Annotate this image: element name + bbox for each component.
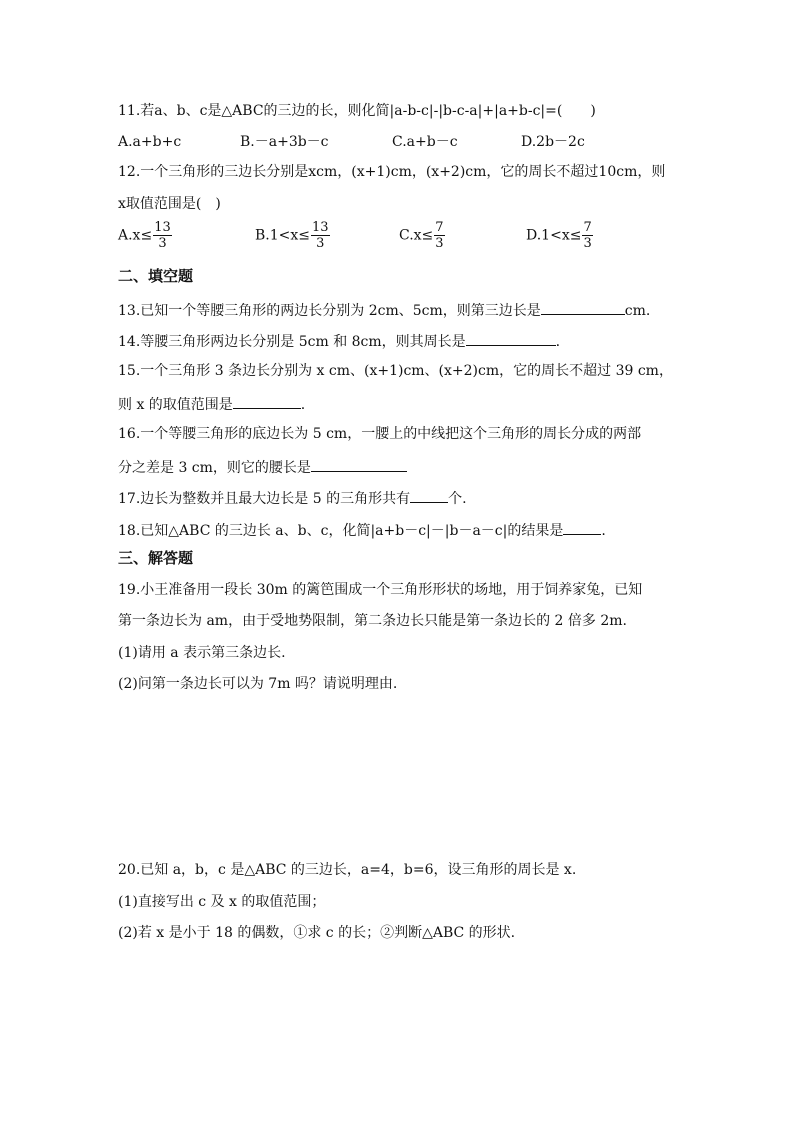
q13-text-end: cm. (624, 303, 651, 319)
q12-option-a (118, 220, 172, 251)
q18-answer-blank (563, 518, 601, 535)
q12-option-b-fraction (311, 220, 330, 251)
q12-option-b (255, 220, 330, 251)
q13-text: 13.已知一个等腰三角形的两边长分别为 2cm、5cm，则第三边长是 (118, 303, 541, 319)
q12-option-c-fraction (434, 220, 444, 251)
q12-option-c-prefix: C.x≤ (399, 227, 434, 244)
q11-option-d: D.2b－2c (521, 134, 585, 150)
question-15-line1: 15.一个三角形 3 条边长分别为 x cm、(x+1)cm、(x+2)cm，它的周长不超过 39 cm， (118, 363, 673, 379)
q15-answer-blank (233, 392, 301, 409)
q16-answer-blank (311, 455, 407, 472)
question-11-options (118, 132, 678, 152)
q11-option-b: B.－a+3b－c (240, 134, 329, 150)
q12-option-d (526, 220, 593, 251)
q18-text-end: . (601, 523, 606, 539)
section-2-heading: 二、填空题 (118, 267, 194, 285)
fraction-denominator: 3 (583, 236, 592, 251)
question-12-line1: 12.一个三角形的三边长分别是xcm，(x+1)cm，(x+2)cm，它的周长不超过10cm，则 (118, 164, 666, 180)
question-12-line2: x取值范围是( ) (118, 196, 221, 212)
q12-option-a-prefix: A.x≤ (118, 227, 153, 244)
q15-text: 则 x 的取值范围是 (118, 397, 233, 413)
q17-answer-blank (410, 486, 448, 503)
q14-answer-blank (466, 329, 556, 346)
fraction-denominator: 3 (316, 236, 325, 251)
question-19-part1: (1)请用 a 表示第三条边长. (118, 645, 286, 661)
q14-text: 14.等腰三角形两边长分别是 5cm 和 8cm，则其周长是 (118, 334, 466, 350)
q16-text: 分之差是 3 cm，则它的腰长是 (118, 460, 311, 476)
q14-text-end: . (555, 334, 561, 350)
q12-option-d-prefix: D.1<x≤ (526, 227, 582, 244)
q11-option-a: A.a+b+c (118, 134, 182, 150)
q13-answer-blank (541, 298, 625, 315)
question-20-part1: (1)直接写出 c 及 x 的取值范围； (118, 894, 326, 910)
question-14 (118, 329, 560, 352)
q12-option-a-fraction (153, 220, 172, 251)
fraction-denominator: 3 (435, 236, 444, 251)
fraction-denominator: 3 (158, 236, 167, 251)
q12-option-d-fraction (582, 220, 592, 251)
question-16-line1: 16.一个等腰三角形的底边长为 5 cm，一腰上的中线把这个三角形的周长分成的两部 (118, 426, 642, 442)
question-19-line2: 第一条边长为 am，由于受地势限制，第二条边长只能是第一条边长的 2 倍多 2m. (118, 613, 627, 629)
question-19-line1: 19.小王准备用一段长 30m 的篱笆围成一个三角形形状的场地，用于饲养家兔，已知 (118, 582, 643, 598)
q15-text-end: . (300, 397, 306, 413)
q12-option-c (399, 220, 445, 251)
section-3-heading: 三、解答题 (118, 549, 194, 567)
fraction-numerator: 13 (154, 220, 171, 235)
q17-text: 17.边长为整数并且最大边长是 5 的三角形共有 (118, 491, 411, 507)
question-16-line2 (118, 455, 407, 478)
q12-option-b-prefix: B.1<x≤ (255, 227, 311, 244)
fraction-numerator: 13 (312, 220, 329, 235)
question-19-part2: (2)问第一条边长可以为 7m 吗？请说明理由. (118, 676, 398, 692)
fraction-numerator: 7 (583, 220, 592, 235)
fraction-numerator: 7 (435, 220, 444, 235)
question-20-part2: (2)若 x 是小于 18 的偶数，①求 c 的长；②判断△ABC 的形状. (118, 925, 516, 941)
question-18 (118, 518, 606, 541)
question-20-line1: 20.已知 a，b，c 是△ABC 的三边长，a=4，b=6，设三角形的周长是 x. (118, 862, 577, 878)
question-17 (118, 486, 467, 509)
q17-text-end: 个. (448, 491, 467, 507)
question-12-options (118, 220, 678, 260)
q18-text: 18.已知△ABC 的三边长 a、b、c，化简|a+b－c|－|b－a－c|的结果是 (118, 523, 564, 539)
question-11-text: 11.若a、b、c是△ABC的三边的长，则化简|a-b-c|-|b-c-a|+|a+b-c|=( ) (118, 103, 596, 119)
question-15-line2 (118, 392, 305, 415)
q11-option-c: C.a+b－c (392, 134, 458, 150)
question-13 (118, 298, 650, 321)
